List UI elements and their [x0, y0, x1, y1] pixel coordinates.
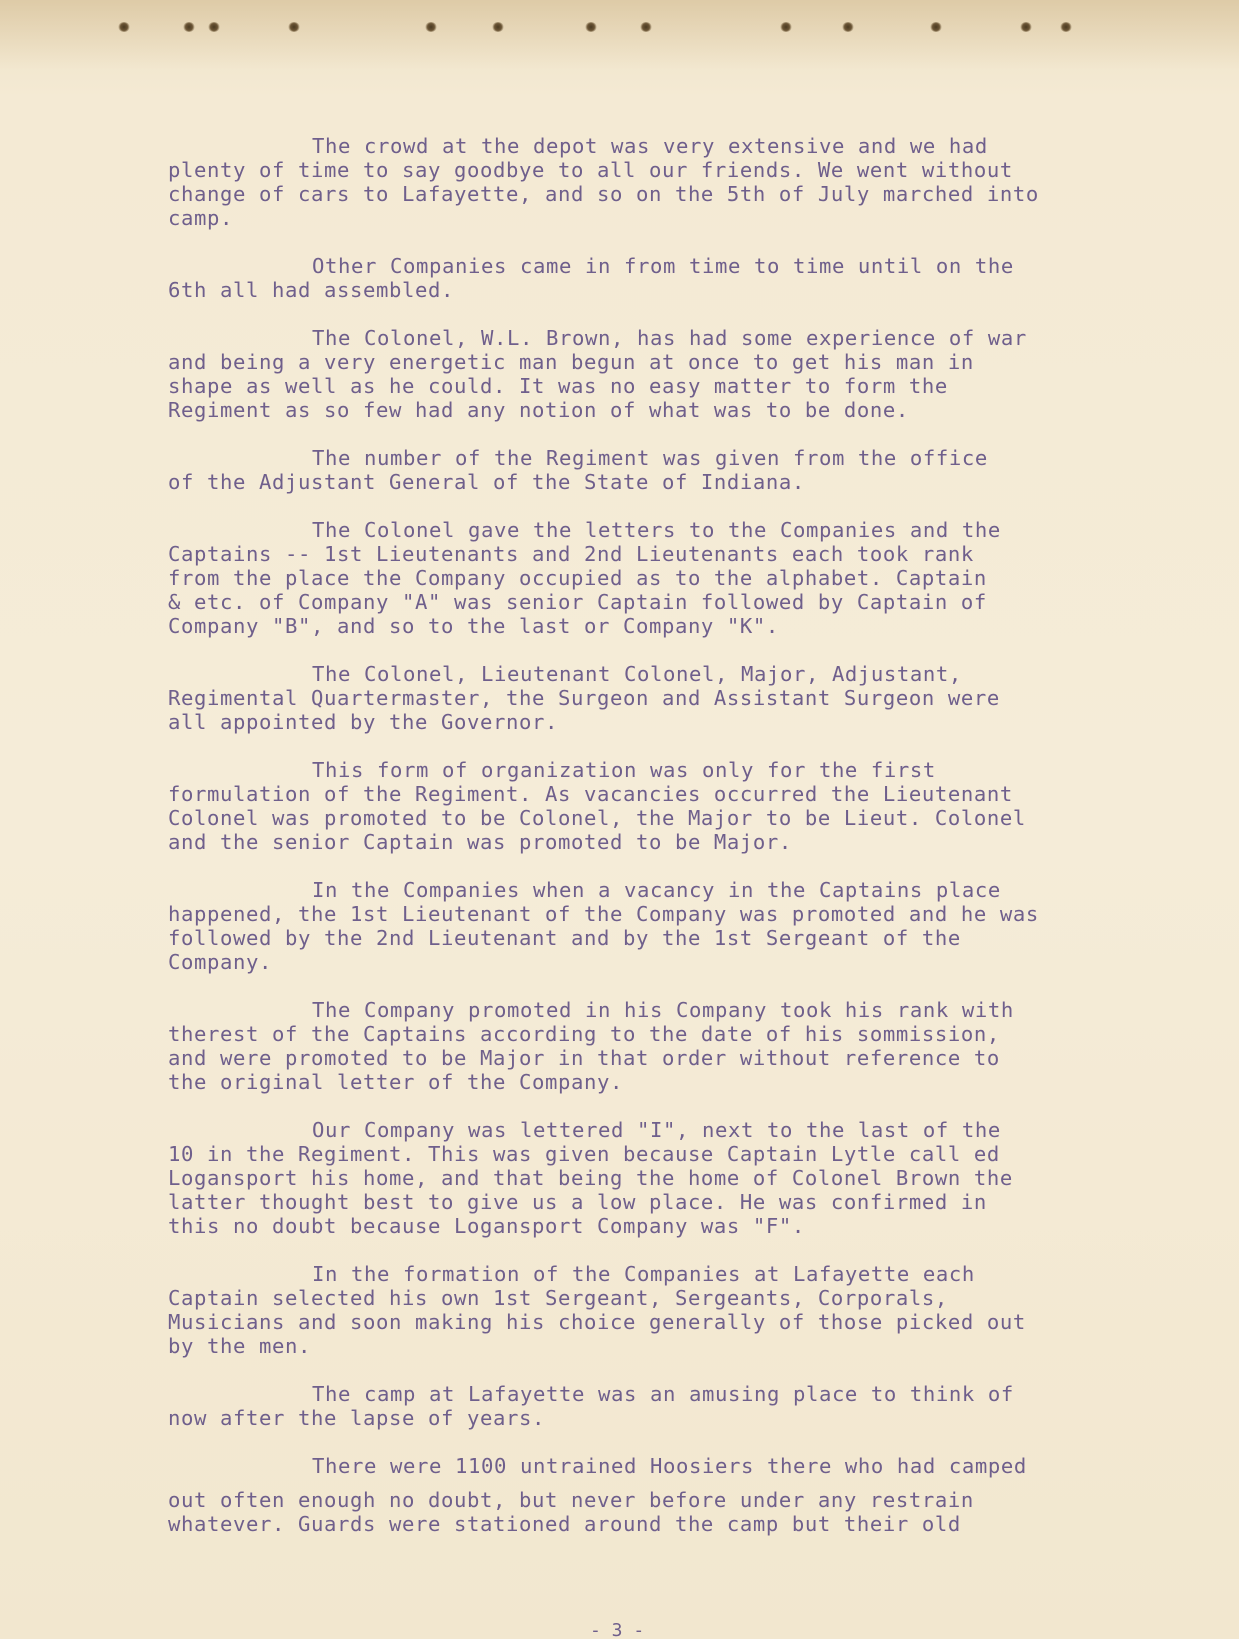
- punch-hole: [118, 22, 130, 32]
- text-line: & etc. of Company "A" was senior Captain followed by Captain of: [168, 590, 987, 614]
- paragraph: [168, 878, 1178, 974]
- paragraph: [168, 326, 1178, 422]
- typed-text-body: [168, 134, 1178, 1560]
- text-line: and the senior Captain was promoted to be Major.: [168, 830, 792, 854]
- text-line: Other Companies came in from time to time until on the: [312, 254, 1014, 278]
- text-line: The Colonel, W.L. Brown, has had some experience of war: [312, 326, 1027, 350]
- paragraph: [168, 1454, 1178, 1536]
- paragraph: [168, 1262, 1178, 1358]
- text-line: all appointed by the Governor.: [168, 710, 558, 734]
- text-line: and were promoted to be Major in that order without reference to: [168, 1046, 1000, 1070]
- text-line: Company.: [168, 950, 272, 974]
- text-line: In the Companies when a vacancy in the Captains place: [312, 878, 1001, 902]
- punch-hole: [640, 22, 652, 32]
- text-line: The number of the Regiment was given from the office: [312, 446, 988, 470]
- paragraph: [168, 998, 1178, 1094]
- text-line: The Colonel gave the letters to the Companies and the: [312, 518, 1001, 542]
- text-line: the original letter of the Company.: [168, 1070, 623, 1094]
- page-top-edge: [0, 0, 1239, 70]
- text-line: out often enough no doubt, but never before under any restrain: [168, 1488, 974, 1512]
- punch-hole: [425, 22, 437, 32]
- text-line: camp.: [168, 206, 233, 230]
- punch-hole: [183, 22, 195, 32]
- paragraph: [168, 254, 1178, 302]
- text-line: The Colonel, Lieutenant Colonel, Major, Adjustant,: [312, 662, 962, 686]
- text-line: Captains -- 1st Lieutenants and 2nd Lieutenants each took rank: [168, 542, 974, 566]
- punch-hole: [1020, 22, 1032, 32]
- page-number: - 3 -: [590, 1620, 645, 1639]
- text-line: In the formation of the Companies at Lafayette each: [312, 1262, 975, 1286]
- text-line: latter thought best to give us a low place. He was confirmed in: [168, 1190, 987, 1214]
- text-line: now after the lapse of years.: [168, 1406, 545, 1430]
- text-line: Company "B", and so to the last or Company "K".: [168, 614, 779, 638]
- text-line: formulation of the Regiment. As vacancies occurred the Lieutenant: [168, 782, 1013, 806]
- text-line: plenty of time to say goodbye to all our friends. We went without: [168, 158, 1013, 182]
- text-line: of the Adjustant General of the State of Indiana.: [168, 470, 805, 494]
- text-line: happened, the 1st Lieutenant of the Company was promoted and he was: [168, 902, 1039, 926]
- text-line: change of cars to Lafayette, and so on the 5th of July marched into: [168, 182, 1039, 206]
- punch-hole: [492, 22, 504, 32]
- paragraph: [168, 518, 1178, 638]
- text-line: and being a very energetic man begun at once to get his man in: [168, 350, 974, 374]
- text-line: Captain selected his own 1st Sergeant, Sergeants, Corporals,: [168, 1286, 948, 1310]
- paragraph: [168, 758, 1178, 854]
- punch-hole: [780, 22, 792, 32]
- text-line: therest of the Captains according to the date of his sommission,: [168, 1022, 1000, 1046]
- paragraph: [168, 446, 1178, 494]
- punch-hole: [930, 22, 942, 32]
- paragraph: [168, 1382, 1178, 1430]
- text-line: There were 1100 untrained Hoosiers there who had camped: [312, 1454, 1027, 1478]
- text-line: by the men.: [168, 1334, 311, 1358]
- punch-hole: [288, 22, 300, 32]
- text-line: Our Company was lettered "I", next to the last of the: [312, 1118, 1001, 1142]
- text-line: Regiment as so few had any notion of what was to be done.: [168, 398, 909, 422]
- text-line: This form of organization was only for the first: [312, 758, 936, 782]
- paragraph: [168, 662, 1178, 734]
- text-line: whatever. Guards were stationed around the camp but their old: [168, 1512, 961, 1536]
- punch-hole: [585, 22, 597, 32]
- text-line: The Company promoted in his Company took his rank with: [312, 998, 1014, 1022]
- text-line: Regimental Quartermaster, the Surgeon and Assistant Surgeon were: [168, 686, 1000, 710]
- text-line: Logansport his home, and that being the home of Colonel Brown the: [168, 1166, 1013, 1190]
- text-line: The crowd at the depot was very extensive and we had: [312, 134, 988, 158]
- punch-hole: [842, 22, 854, 32]
- punch-hole: [1060, 22, 1072, 32]
- text-line: 6th all had assembled.: [168, 278, 454, 302]
- text-line: The camp at Lafayette was an amusing place to think of: [312, 1382, 1014, 1406]
- paragraph: [168, 134, 1178, 230]
- paragraph: [168, 1118, 1178, 1238]
- text-line: this no doubt because Logansport Company was "F".: [168, 1214, 805, 1238]
- text-line: shape as well as he could. It was no easy matter to form the: [168, 374, 948, 398]
- punch-hole: [208, 22, 220, 32]
- text-line: from the place the Company occupied as to the alphabet. Captain: [168, 566, 987, 590]
- text-line: 10 in the Regiment. This was given because Captain Lytle call ed: [168, 1142, 1000, 1166]
- text-line: Colonel was promoted to be Colonel, the Major to be Lieut. Colonel: [168, 806, 1026, 830]
- text-line: Musicians and soon making his choice generally of those picked out: [168, 1310, 1026, 1334]
- text-line: followed by the 2nd Lieutenant and by the 1st Sergeant of the: [168, 926, 961, 950]
